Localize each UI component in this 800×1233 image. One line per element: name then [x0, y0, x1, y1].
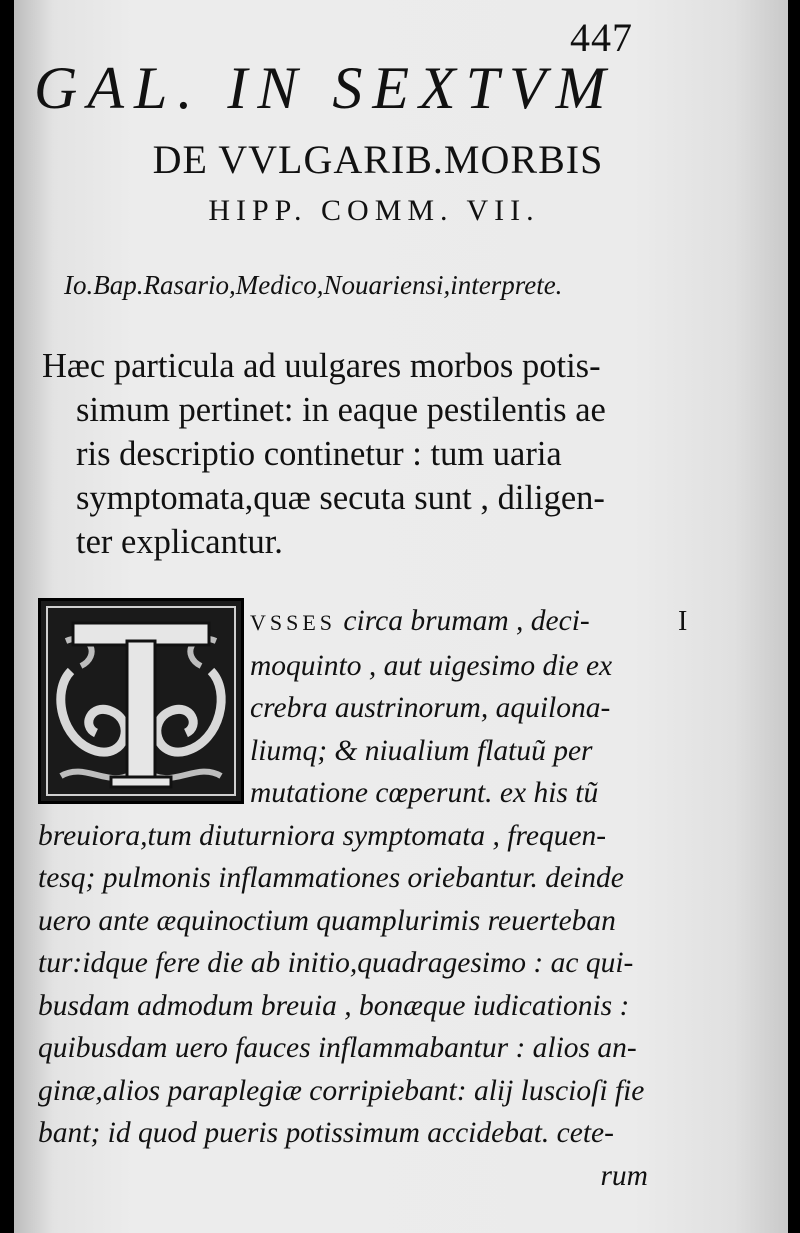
- chapter-summary: [42, 344, 682, 564]
- summary-line: simum pertinet: in eaque pestilentis ae: [76, 391, 606, 429]
- catchword: rum: [600, 1159, 648, 1192]
- title-line-3: HIPP. COMM. VII.: [208, 194, 540, 227]
- translator-line: Io.Bap.Rasario,Medico,Nouariensi,interprete.: [64, 270, 563, 300]
- body-line: liumq; & niualium flatuũ per: [250, 734, 593, 767]
- body-line: ginæ,alios paraplegiæ corripiebant: alij luscioſi fie: [38, 1074, 645, 1107]
- opening-word: VSSES: [250, 610, 337, 635]
- body-line: quibusdam uero fauces inflammabantur : alios an-: [38, 1032, 637, 1064]
- body-line: breuiora,tum diuturniora symptomata , frequen-: [38, 819, 607, 852]
- body-line: tur:idque fere die ab initio,quadragesimo : ac qui-: [38, 947, 634, 979]
- page-number: 447: [570, 15, 633, 60]
- first-line-text: circa brumam , deci-: [343, 605, 590, 637]
- body-line: crebra austrinorum, aquilona-: [250, 692, 611, 724]
- page-sheet: [14, 0, 788, 1233]
- summary-line: ter explicantur.: [76, 523, 283, 561]
- body-line: tesq; pulmonis inflammationes oriebantur. deinde: [38, 862, 624, 894]
- body-line: uero ante æquinoctium quamplurimis reuerteban: [38, 904, 616, 937]
- body-line: moquinto , aut uigesimo die ex: [250, 649, 613, 682]
- body-line: busdam admodum breuia , bonæque iudicationis :: [38, 989, 630, 1022]
- show-through: [34, 20, 768, 55]
- body-line: bant; id quod pueris potissimum accidebat. cete-: [38, 1117, 614, 1149]
- body-text: [38, 600, 658, 1197]
- summary-line: symptomata,quæ secuta sunt , diligen-: [76, 479, 605, 517]
- title-line-2: DE VVLGARIB.MORBIS: [152, 137, 604, 182]
- summary-line: Hæc particula ad uulgares morbos potis-: [42, 347, 601, 385]
- margin-section-number: I: [678, 606, 688, 637]
- summary-line: ris descriptio continetur : tum uaria: [76, 435, 562, 473]
- title-line-1: GAL. IN SEXTVM: [34, 55, 616, 121]
- body-first-line: [38, 600, 658, 645]
- body-line: mutatione cœperunt. ex his tũ: [250, 777, 599, 809]
